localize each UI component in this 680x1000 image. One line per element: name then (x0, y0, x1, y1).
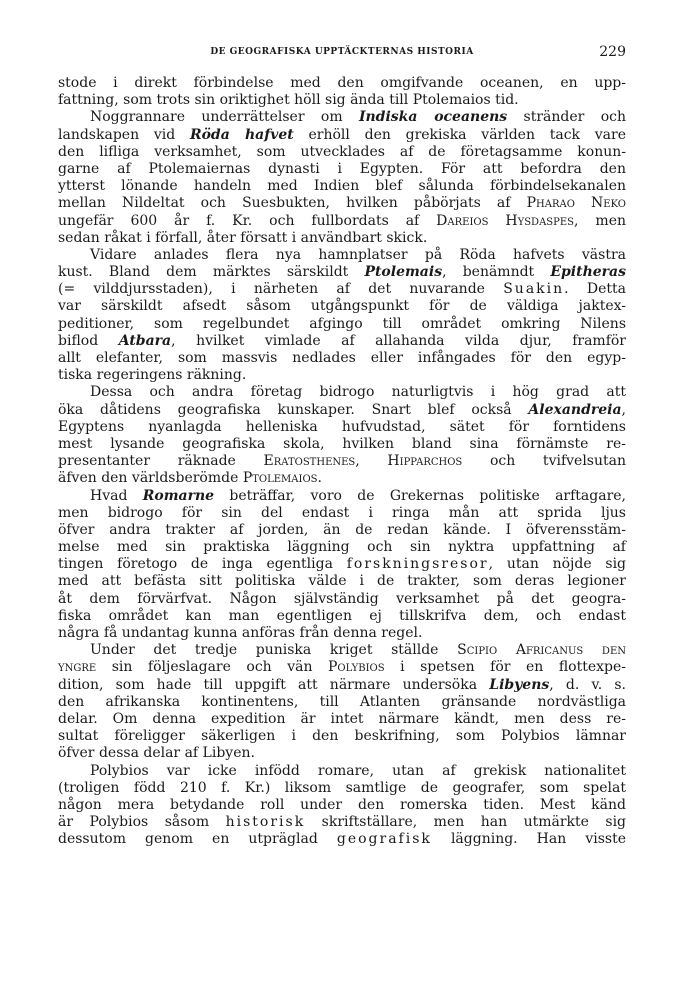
text-segment: ytterst lönande handeln med Indien blef sålunda förbindelsekanalen (58, 178, 626, 195)
text-segment: Egyptens nyanlagda helleniska hufvudstad, sätet för forntidens (58, 418, 626, 435)
text-line (58, 453, 626, 470)
spaced-text: forskningsresor (346, 556, 489, 573)
text-line (58, 539, 626, 556)
text-line (58, 161, 626, 178)
text-segment: beträffar, voro de Grekernas politiske arftagare, (214, 487, 626, 504)
text-line (58, 522, 626, 539)
emphasis-text: Indiska oceanens (358, 109, 508, 126)
emphasis-text: Epitheras (550, 264, 626, 281)
spaced-text: geografisk (336, 831, 432, 848)
text-line (58, 745, 626, 762)
text-line (58, 298, 626, 315)
text-segment: dessutom genom en utpräglad (58, 831, 337, 848)
text-line (58, 488, 626, 505)
text-segment: ungefär 600 år f. Kr. och fullbordats af (58, 212, 437, 229)
text-segment: Vidare anlades flera nya hamnplatser på Röda hafvets västra (90, 246, 626, 263)
text-line (58, 367, 626, 384)
text-segment: garne af Ptolemaiernas dynasti i Egypten. För att befordra den (58, 160, 626, 177)
name-text: Scipio Africanus den (457, 642, 626, 659)
text-segment: stode i direkt förbindelse med den omgifvande oceanen, en upp- (58, 75, 626, 91)
text-segment: , (621, 401, 626, 418)
name-text: yngre (58, 659, 97, 676)
body-text (58, 75, 626, 848)
text-segment: några få undantag kunna anföras från denna regel. (58, 625, 423, 641)
emphasis-text: Libyens (489, 676, 550, 693)
text-segment: , men (574, 212, 627, 229)
text-segment: Polybios var icke infödd romare, utan af grekisk nationalitet (90, 762, 626, 779)
text-line (58, 178, 626, 195)
text-segment: mellan Nildeltat och Suesbukten, hvilken påbörjats af (58, 195, 527, 212)
text-segment: melse med sin praktiska läggning och sin nyktra uppfattning af (58, 539, 626, 556)
name-text: Ptolemaios (242, 470, 318, 487)
text-line (58, 728, 626, 745)
text-segment: skriftställare, men han utmärkte sig (305, 814, 627, 831)
text-segment: tingen företogo de inga egentliga (58, 556, 347, 573)
text-segment: dition, som hade till uppgift att närmare undersöka (58, 676, 490, 693)
text-segment: den afrikanska kontinentens, till Atlanten gränsande nordvästliga (58, 693, 626, 710)
emphasis-text: Ptolemais (364, 264, 443, 281)
text-segment: någon mera betydande roll under den romerska tiden. Mest känd (58, 796, 626, 813)
name-text: Pharao Neko (526, 195, 626, 212)
text-line (58, 350, 626, 367)
text-segment: sultat föreligger säkerligen i den beskrifning, som Polybios lämnar (58, 728, 626, 745)
text-line (58, 333, 626, 350)
text-line (58, 505, 626, 522)
text-line (58, 436, 626, 453)
text-line (58, 659, 626, 676)
text-line (58, 213, 626, 230)
text-segment: , (355, 453, 388, 470)
text-segment: Noggrannare underrättelser om (90, 109, 359, 126)
text-line (58, 75, 626, 92)
text-segment: erhöll den grekiska världen tack vare (293, 126, 626, 143)
page-header (58, 44, 626, 65)
text-line (58, 831, 626, 848)
text-line (58, 573, 626, 590)
text-line (58, 642, 626, 659)
text-segment: delar. Om denna expedition är intet närmare kändt, men dess re- (58, 710, 626, 727)
text-line (58, 814, 626, 831)
text-segment: i spetsen för en flottexpe- (384, 659, 626, 676)
text-segment: kust. Bland dem märktes särskildt (58, 264, 365, 281)
text-line (58, 591, 626, 608)
text-line (58, 625, 626, 642)
text-segment: peditioner, som regelbundet afgingo till området omkring Nilens (58, 315, 626, 332)
text-line (58, 556, 626, 573)
text-segment: . Detta (564, 281, 626, 298)
text-line (58, 316, 626, 333)
text-segment: den lifliga verksamhet, som utvecklades af de företagsamme konun- (58, 143, 626, 160)
text-segment: presentanter räknade (58, 453, 264, 470)
text-segment: var särskildt afsedt såsom utgångspunkt för de väldiga jaktex- (58, 298, 626, 315)
text-segment: , utan nöjde sig (488, 556, 627, 573)
text-segment: , benämndt (442, 264, 551, 281)
text-line (58, 127, 626, 144)
text-segment: fattning, som trots sin oriktighet höll sig ända till Ptolemaios tid. (58, 92, 519, 109)
text-line (58, 677, 626, 694)
emphasis-text: Romarne (142, 487, 215, 504)
spaced-text: historisk (225, 814, 306, 831)
text-segment: sin följeslagare och vän (96, 659, 329, 676)
text-line (58, 195, 626, 212)
text-line (58, 109, 626, 126)
text-line (58, 470, 626, 487)
text-segment: allt elefanter, som massvis nedlades eller infångades för den egyp- (58, 350, 626, 366)
text-segment: Under det tredje puniska kriget ställde (90, 642, 458, 659)
spaced-text: Suakin (503, 281, 565, 298)
text-line (58, 763, 626, 780)
text-segment: är Polybios såsom (58, 814, 226, 831)
text-line (58, 419, 626, 436)
text-line (58, 92, 626, 109)
text-segment: (= vilddjursstaden), i närheten af det nuvarande (58, 281, 504, 298)
text-segment: men bidrogo för sin del endast i ringa mån att sprida ljus (58, 504, 626, 521)
text-line (58, 264, 626, 281)
text-segment: , hvilket vimlade af allahanda vilda djur, framför (171, 332, 626, 349)
text-line (58, 711, 626, 728)
text-line (58, 780, 626, 797)
page-number: 229 (599, 44, 626, 60)
text-segment: öka dåtidens geografiska kunskaper. Snart blef också (58, 401, 529, 418)
text-line (58, 694, 626, 711)
text-line (58, 281, 626, 298)
text-segment: (troligen född 210 f. Kr.) liksom samtlige de geografer, som spelat (58, 779, 626, 796)
name-text: Dareios Hysdaspes (436, 212, 575, 229)
text-line (58, 144, 626, 161)
text-segment: landskapen vid (58, 126, 190, 143)
name-text: Polybios (328, 659, 385, 676)
running-title: DE GEOGRAFISKA UPPTÄCKTERNAS HISTORIA (210, 47, 474, 57)
text-line (58, 402, 626, 419)
text-line (58, 384, 626, 401)
text-segment: äfven den världsberömde (58, 470, 243, 487)
name-text: Hipparchos (387, 453, 463, 470)
text-segment: stränder och (507, 109, 626, 126)
text-line (58, 608, 626, 625)
text-segment: mest lysande geografiska skola, hvilken bland sina förnämste re- (58, 435, 626, 452)
text-segment: åt dem förvärfvat. Någon självständig verksamhet på det geogra- (58, 590, 626, 607)
text-segment: tiska regeringens räkning. (58, 367, 247, 384)
text-segment: öfver dessa delar af Libyen. (58, 745, 255, 762)
text-segment: med att befästa sitt politiska välde i de trakter, som deras legioner (58, 573, 626, 590)
text-segment: sedan råkat i förfall, åter försatt i användbart skick. (58, 229, 428, 246)
text-segment: , d. v. s. (549, 676, 626, 693)
text-segment: och tvifvelsutan (462, 453, 626, 470)
text-segment: . (317, 470, 322, 487)
name-text: Eratosthenes (263, 453, 356, 470)
text-line (58, 230, 626, 247)
text-segment: Hvad (90, 487, 143, 504)
emphasis-text: Röda hafvet (189, 126, 294, 143)
text-line (58, 797, 626, 814)
text-segment: biflod (58, 332, 119, 349)
text-line (58, 247, 626, 264)
text-segment: öfver andra trakter af jorden, än de redan kände. I öfverensstäm- (58, 521, 626, 538)
text-segment: fiska området kan man egentligen ej tillskrifva dem, och endast (58, 607, 626, 624)
text-segment: läggning. Han visste (431, 831, 626, 848)
emphasis-text: Alexandreia (528, 401, 622, 418)
text-segment: Dessa och andra företag bidrogo naturligtvis i hög grad att (90, 384, 626, 401)
emphasis-text: Atbara (118, 332, 172, 349)
